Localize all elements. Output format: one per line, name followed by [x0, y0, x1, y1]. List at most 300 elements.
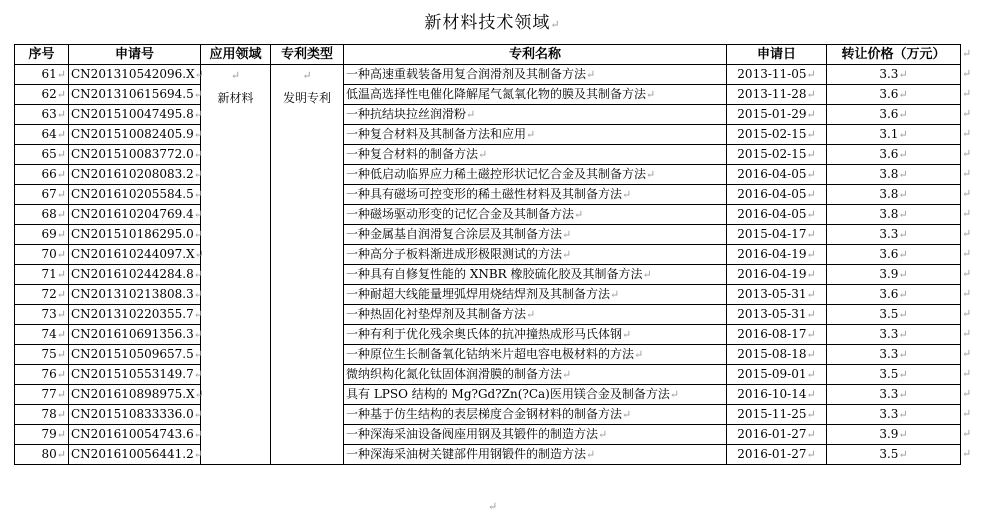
- row-end-mark-icon: ↵: [962, 267, 972, 280]
- cell-price-text: 3.9: [879, 427, 899, 441]
- cell-index: [15, 185, 69, 205]
- cell-date: [727, 145, 827, 165]
- cell-price: [827, 265, 961, 285]
- document-title: 新材料技术领域↵: [424, 13, 561, 33]
- paragraph-mark-icon: ↵: [610, 288, 620, 301]
- cell-patent-no-text: CN201610898975.X: [71, 387, 195, 401]
- paragraph-mark-icon: ↵: [193, 88, 203, 101]
- cell-price-text: 3.3: [879, 67, 899, 81]
- paragraph-mark-icon: ↵: [898, 308, 908, 321]
- table-row: [15, 445, 961, 465]
- row-end-mark-icon: ↵: [962, 327, 972, 340]
- row-end-mark-icon: ↵: [962, 387, 972, 400]
- cell-patent-no: [69, 265, 201, 285]
- cell-name: [344, 305, 727, 325]
- cell-name-text: 一种复合材料的制备方法: [346, 147, 479, 161]
- paragraph-mark-icon: ↵: [806, 268, 816, 281]
- cell-patent-no: [69, 65, 204, 85]
- cell-date: [727, 365, 827, 385]
- row-end-mark-icon: ↵: [962, 167, 972, 180]
- paragraph-mark-icon: ↵: [193, 408, 203, 421]
- cell-patent-no-text: CN201610208083.2: [71, 167, 194, 181]
- cell-date-text: 2016-04-05: [737, 207, 807, 221]
- paragraph-mark-icon: ↵: [646, 168, 656, 181]
- table-row: [15, 305, 961, 325]
- paragraph-mark-icon: ↵: [56, 388, 66, 401]
- paragraph-mark-icon: ↵: [806, 428, 816, 441]
- paragraph-mark-icon: ↵: [193, 368, 203, 381]
- cell-patent-no-text: CN201310615694.5: [71, 87, 194, 101]
- paragraph-mark-icon: ↵: [642, 268, 652, 281]
- cell-price: [827, 165, 961, 185]
- cell-patent-no-text: CN201510047495.8: [71, 107, 194, 121]
- paragraph-mark-icon: ↵: [56, 428, 66, 441]
- table-row: [15, 325, 961, 345]
- cell-name: [344, 445, 727, 465]
- cell-name-text: 一种金属基自润滑复合涂层及其制备方法: [346, 227, 563, 241]
- cell-index-text: 74: [41, 327, 57, 341]
- cell-patent-no: [69, 425, 201, 445]
- cell-index-text: 62: [41, 87, 57, 101]
- paragraph-mark-icon: ↵: [56, 188, 66, 201]
- cell-patent-no-text: CN201610205584.5: [71, 187, 194, 201]
- table-row: [15, 105, 961, 125]
- paragraph-mark-icon: ↵: [526, 308, 536, 321]
- paragraph-mark-icon: ↵: [806, 128, 816, 141]
- cell-index-text: 69: [41, 227, 57, 241]
- paragraph-mark-icon: ↵: [56, 328, 66, 341]
- paragraph-mark-icon: ↵: [193, 308, 203, 321]
- table-row: [15, 265, 961, 285]
- paragraph-mark-icon: ↵: [898, 428, 908, 441]
- cell-date: [727, 285, 827, 305]
- paragraph-mark-icon: ↵: [622, 188, 632, 201]
- cell-name-text: 微纳织构化氮化钛固体润滑膜的制备方法: [346, 367, 563, 381]
- header-row: [15, 45, 961, 65]
- cell-index-text: 65: [41, 147, 57, 161]
- paragraph-mark-icon: ↵: [806, 408, 816, 421]
- cell-type-merged: [271, 65, 344, 465]
- cell-index-text: 72: [41, 287, 57, 301]
- paragraph-mark-icon: ↵: [806, 188, 816, 201]
- row-end-mark-icon: ↵: [962, 247, 972, 260]
- paragraph-mark-icon: ↵: [898, 208, 908, 221]
- cell-name-text: 一种具有磁场可控变形的稀土磁性材料及其制备方法: [346, 187, 623, 201]
- cell-date: [727, 325, 827, 345]
- header-date: 申请日: [727, 45, 827, 65]
- cell-date-text: 2015-02-15: [737, 127, 807, 141]
- cell-patent-no: [69, 285, 201, 305]
- cell-patent-no: [69, 225, 201, 245]
- cell-price-text: 3.6: [879, 287, 899, 301]
- paragraph-mark-icon: ↵: [806, 108, 816, 121]
- table-row: [15, 365, 961, 385]
- cell-date-text: 2015-02-15: [737, 147, 807, 161]
- cell-patent-no-text: CN201510186295.0: [71, 227, 194, 241]
- paragraph-mark-icon: ↵: [56, 168, 66, 181]
- cell-name-text: 一种具有自修复性能的 XNBR 橡胶硫化胶及其制备方法: [346, 267, 643, 281]
- cell-index: [15, 65, 69, 85]
- cell-date-text: 2016-01-27: [737, 447, 807, 461]
- cell-patent-no: [69, 125, 201, 145]
- paragraph-mark-icon: ↵: [806, 208, 816, 221]
- cell-name-text: 一种耐超大线能量埋弧焊用烧结焊剂及其制备方法: [346, 287, 611, 301]
- cell-index-text: 70: [41, 247, 57, 261]
- cell-name: [344, 325, 727, 345]
- cell-date-text: 2015-08-18: [737, 347, 807, 361]
- paragraph-mark-icon: ↵: [56, 308, 66, 321]
- cell-name: [344, 145, 727, 165]
- row-end-mark-icon: ↵: [962, 287, 972, 300]
- cell-index-text: 61: [41, 67, 57, 81]
- cell-patent-no: [69, 245, 204, 265]
- cell-date: [727, 125, 827, 145]
- paragraph-mark-icon: ↵: [806, 288, 816, 301]
- cell-patent-no: [69, 385, 204, 405]
- paragraph-mark-icon: ↵: [562, 228, 572, 241]
- row-end-mark-icon: ↵: [962, 207, 972, 220]
- cell-index: [15, 85, 69, 105]
- paragraph-mark-icon: ↵: [478, 148, 488, 161]
- cell-name-text: 一种高分子板料渐进成形极限测试的方法: [346, 247, 563, 261]
- paragraph-mark-icon: ↵: [806, 68, 816, 81]
- paragraph-mark-icon: ↵: [806, 148, 816, 161]
- cell-index: [15, 105, 69, 125]
- cell-price-text: 3.5: [879, 447, 899, 461]
- header-name: 专利名称: [344, 45, 727, 65]
- cell-index: [15, 425, 69, 445]
- cell-price-text: 3.3: [879, 407, 899, 421]
- field-value: 新材料: [217, 91, 254, 105]
- cell-price-text: 3.6: [879, 147, 899, 161]
- paragraph-mark-icon: ↵: [56, 208, 66, 221]
- row-end-mark-icon: ↵: [962, 367, 972, 380]
- cell-name-text: 一种深海采油设备阀座用钢及其锻件的制造方法: [346, 427, 599, 441]
- cell-date: [727, 425, 827, 445]
- cell-patent-no-text: CN201510553149.7: [71, 367, 194, 381]
- cell-price: [827, 125, 961, 145]
- row-end-mark-icon: ↵: [962, 107, 972, 120]
- paragraph-mark-icon: ↵: [898, 108, 908, 121]
- cell-price-text: 3.3: [879, 387, 899, 401]
- cell-index: [15, 225, 69, 245]
- paragraph-mark-icon: ↵: [56, 108, 66, 121]
- cell-patent-no-text: CN201510833336.0: [71, 407, 194, 421]
- cell-name: [344, 65, 727, 85]
- cell-patent-no: [69, 185, 201, 205]
- cell-price: [827, 245, 961, 265]
- row-end-mark-icon: ↵: [962, 227, 972, 240]
- paragraph-mark-icon: ↵: [193, 168, 203, 181]
- cell-name: [344, 365, 727, 385]
- cell-price: [827, 405, 961, 425]
- table-row: [15, 165, 961, 185]
- paragraph-mark-icon: ↵: [898, 288, 908, 301]
- cell-price: [827, 345, 961, 365]
- cell-date-text: 2015-01-29: [737, 107, 807, 121]
- paragraph-mark-icon: ↵: [56, 68, 66, 81]
- cell-price: [827, 145, 961, 165]
- table-row: [15, 85, 961, 105]
- paragraph-mark-icon: ↵: [56, 88, 66, 101]
- cell-patent-no-text: CN201610054743.6: [71, 427, 194, 441]
- paragraph-mark-icon: ↵: [194, 68, 204, 81]
- paragraph-mark-icon: ↵: [806, 88, 816, 101]
- row-end-mark-icon: ↵: [962, 147, 972, 160]
- cell-price-text: 3.6: [879, 87, 899, 101]
- header-price: 转让价格（万元）: [827, 45, 961, 65]
- paragraph-mark-icon: ↵: [586, 68, 596, 81]
- table-row: [15, 125, 961, 145]
- paragraph-mark-icon: ↵: [193, 448, 203, 461]
- cell-name-text: 一种抗结块拉丝润滑粉: [346, 107, 467, 121]
- cell-price: [827, 425, 961, 445]
- paragraph-mark-icon: ↵: [806, 248, 816, 261]
- cell-name-text: 一种深海采油树关键部件用钢锻件的制造方法: [346, 447, 587, 461]
- row-end-mark-icon: ↵: [962, 127, 972, 140]
- paragraph-mark-icon: ↵: [806, 448, 816, 461]
- cell-date: [727, 305, 827, 325]
- cell-price-text: 3.8: [879, 187, 899, 201]
- cell-price: [827, 445, 961, 465]
- cell-price-text: 3.9: [879, 267, 899, 281]
- cell-index: [15, 445, 69, 465]
- cell-index: [15, 125, 69, 145]
- paragraph-mark-icon: ↵: [56, 448, 66, 461]
- cell-index: [15, 165, 69, 185]
- paragraph-mark-icon: ↵: [898, 408, 908, 421]
- cell-price: [827, 205, 961, 225]
- cell-date: [727, 225, 827, 245]
- paragraph-mark-icon: ↵: [898, 88, 908, 101]
- cell-price-text: 3.1: [879, 127, 899, 141]
- cell-price: [827, 185, 961, 205]
- cell-price: [827, 65, 961, 85]
- paragraph-mark-icon: ↵: [302, 69, 312, 82]
- cell-patent-no-text: CN201610691356.3: [71, 327, 194, 341]
- cell-field-merged: [201, 65, 271, 465]
- type-value: 发明专利: [282, 91, 331, 105]
- paragraph-mark-icon: ↵: [898, 328, 908, 341]
- cell-index-text: 67: [41, 187, 57, 201]
- cell-index: [15, 265, 69, 285]
- table-row: [15, 285, 961, 305]
- paragraph-mark-icon: ↵: [193, 188, 203, 201]
- paragraph-mark-icon: ↵: [193, 128, 203, 141]
- cell-patent-no-text: CN201310542096.X: [71, 67, 195, 81]
- cell-patent-no: [69, 365, 201, 385]
- cell-index-text: 77: [41, 387, 57, 401]
- paragraph-mark-icon: ↵: [898, 68, 908, 81]
- cell-name: [344, 85, 727, 105]
- cell-name-text: 一种热固化衬垫焊剂及其制备方法: [346, 307, 527, 321]
- cell-index-text: 76: [41, 367, 57, 381]
- cell-price-text: 3.5: [879, 367, 899, 381]
- table-row: [15, 245, 961, 265]
- paragraph-mark-icon: ↵: [56, 148, 66, 161]
- paragraph-mark-icon: ↵: [56, 248, 66, 261]
- paragraph-mark-icon: ↵: [898, 388, 908, 401]
- paragraph-mark-icon: ↵: [806, 168, 816, 181]
- cell-name-text: 一种磁场驱动形变的记忆合金及其制备方法: [346, 207, 575, 221]
- header-field: 应用领域: [201, 45, 271, 65]
- cell-name-text: 一种基于仿生结构的表层梯度合金钢材料的制备方法: [346, 407, 623, 421]
- cell-name-text: 一种低启动临界应力稀土磁控形状记忆合金及其制备方法: [346, 167, 647, 181]
- cell-name-text: 低温高选择性电催化降解尾气氮氧化物的膜及其制备方法: [346, 87, 647, 101]
- cell-date-text: 2013-05-31: [737, 307, 807, 321]
- cell-name: [344, 425, 727, 445]
- paragraph-mark-icon: ↵: [806, 368, 816, 381]
- cell-index-text: 73: [41, 307, 57, 321]
- cell-price-text: 3.3: [879, 347, 899, 361]
- paragraph-mark-icon: ↵: [898, 268, 908, 281]
- cell-price-text: 3.8: [879, 207, 899, 221]
- cell-price-text: 3.5: [879, 307, 899, 321]
- paragraph-mark-icon: ↵: [806, 228, 816, 241]
- cell-date-text: 2013-05-31: [737, 287, 807, 301]
- paragraph-mark-icon: ↵: [193, 228, 203, 241]
- cell-index-text: 66: [41, 167, 57, 181]
- header-patent-no: 申请号: [69, 45, 201, 65]
- cell-name: [344, 285, 727, 305]
- cell-date-text: 2015-09-01: [737, 367, 807, 381]
- cell-date: [727, 445, 827, 465]
- cell-patent-no: [69, 445, 201, 465]
- paragraph-mark-icon: ↵: [488, 500, 498, 513]
- paragraph-mark-icon: ↵: [230, 69, 241, 82]
- paragraph-mark-icon: ↵: [56, 408, 66, 421]
- cell-index-text: 78: [41, 407, 57, 421]
- paragraph-mark-icon: ↵: [194, 248, 204, 261]
- cell-price: [827, 305, 961, 325]
- cell-index-text: 71: [41, 267, 57, 281]
- paragraph-mark-icon: ↵: [646, 88, 656, 101]
- paragraph-mark-icon: ↵: [806, 388, 816, 401]
- cell-date-text: 2013-11-28: [737, 87, 807, 101]
- cell-patent-no-text: CN201610244284.8: [71, 267, 194, 281]
- cell-name-text: 具有 LPSO 结构的 Mg?Gd?Zn(?Ca)医用镁合金及制备方法: [346, 387, 670, 401]
- row-end-mark-icon: ↵: [962, 307, 972, 320]
- cell-date: [727, 85, 827, 105]
- cell-date: [727, 205, 827, 225]
- cell-patent-no: [69, 85, 201, 105]
- cell-patent-no: [69, 305, 201, 325]
- cell-patent-no-text: CN201310213808.3: [71, 287, 194, 301]
- cell-patent-no-text: CN201510083772.0: [71, 147, 194, 161]
- cell-patent-no: [69, 405, 201, 425]
- paragraph-mark-icon: ↵: [193, 288, 203, 301]
- cell-price-text: 3.6: [879, 107, 899, 121]
- paragraph-mark-icon: ↵: [56, 288, 66, 301]
- paragraph-mark-icon: ↵: [194, 388, 204, 401]
- paragraph-mark-icon: ↵: [898, 348, 908, 361]
- cell-date: [727, 345, 827, 365]
- cell-price-text: 3.3: [879, 327, 899, 341]
- paragraph-mark-icon: ↵: [598, 428, 608, 441]
- cell-price: [827, 105, 961, 125]
- cell-index: [15, 325, 69, 345]
- cell-date: [727, 65, 827, 85]
- paragraph-mark-icon: ↵: [622, 328, 632, 341]
- cell-date: [727, 265, 827, 285]
- cell-date: [727, 185, 827, 205]
- cell-price: [827, 385, 961, 405]
- table-row: [15, 145, 961, 165]
- cell-name: [344, 265, 727, 285]
- paragraph-mark-icon: ↵: [56, 348, 66, 361]
- cell-date-text: 2016-08-17: [737, 327, 807, 341]
- cell-date-text: 2016-04-05: [737, 187, 807, 201]
- paragraph-mark-icon: ↵: [193, 148, 203, 161]
- paragraph-mark-icon: ↵: [806, 308, 816, 321]
- paragraph-mark-icon: ↵: [898, 148, 908, 161]
- cell-patent-no-text: CN201610204769.4: [71, 207, 194, 221]
- paragraph-mark-icon: ↵: [56, 128, 66, 141]
- table-row: [15, 205, 961, 225]
- cell-price: [827, 365, 961, 385]
- cell-name: [344, 185, 727, 205]
- paragraph-mark-icon: ↵: [562, 368, 572, 381]
- cell-index: [15, 405, 69, 425]
- row-end-mark-icon: ↵: [962, 87, 972, 100]
- cell-name: [344, 385, 727, 405]
- cell-patent-no-text: CN201610244097.X: [71, 247, 195, 261]
- cell-patent-no-text: CN201510082405.9: [71, 127, 194, 141]
- cell-price: [827, 225, 961, 245]
- cell-name: [344, 105, 727, 125]
- paragraph-mark-icon: ↵: [898, 448, 908, 461]
- cell-index-text: 63: [41, 107, 57, 121]
- cell-name-text: 一种有利于优化残余奥氏体的抗冲撞热成形马氏体钢: [346, 327, 623, 341]
- paragraph-mark-icon: ↵: [193, 328, 203, 341]
- paragraph-mark-icon: ↵: [562, 248, 572, 261]
- cell-date-text: 2015-04-17: [737, 227, 807, 241]
- cell-index: [15, 205, 69, 225]
- cell-index-text: 75: [41, 347, 57, 361]
- header-type: 专利类型: [271, 45, 344, 65]
- cell-patent-no: [69, 345, 201, 365]
- table-row: [15, 225, 961, 245]
- row-end-mark-icon: ↵: [962, 407, 972, 420]
- cell-price: [827, 325, 961, 345]
- cell-index: [15, 385, 69, 405]
- table-row: [15, 385, 961, 405]
- paragraph-mark-icon: ↵: [898, 168, 908, 181]
- cell-date-text: 2016-04-05: [737, 167, 807, 181]
- cell-name: [344, 405, 727, 425]
- cell-price-text: 3.3: [879, 227, 899, 241]
- cell-patent-no: [69, 165, 201, 185]
- paragraph-mark-icon: ↵: [193, 208, 203, 221]
- cell-date: [727, 105, 827, 125]
- cell-name-text: 一种高速重载装备用复合润滑剂及其制备方法: [346, 67, 587, 81]
- cell-index: [15, 245, 69, 265]
- paragraph-mark-icon: ↵: [193, 428, 203, 441]
- table-row: [15, 345, 961, 365]
- cell-index: [15, 365, 69, 385]
- cell-index: [15, 285, 69, 305]
- patent-table: [14, 44, 961, 465]
- cell-date: [727, 405, 827, 425]
- table-row: [15, 405, 961, 425]
- cell-index-text: 64: [41, 127, 57, 141]
- cell-date: [727, 385, 827, 405]
- cell-name: [344, 225, 727, 245]
- cell-name-text: 一种原位生长制备氧化钴纳米片超电容电极材料的方法: [346, 347, 635, 361]
- row-end-mark-icon: ↵: [962, 187, 972, 200]
- cell-patent-no-text: CN201310220355.7: [71, 307, 194, 321]
- paragraph-mark-icon: ↵: [898, 228, 908, 241]
